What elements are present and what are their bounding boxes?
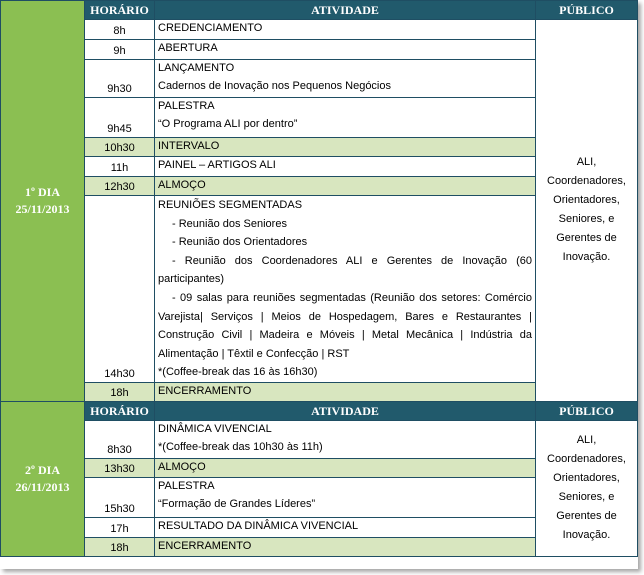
activity-line: ALMOÇO [158, 179, 206, 191]
day1-date: 25/11/2013 [15, 201, 70, 216]
publico-line: Inovação. [562, 251, 611, 264]
activity-line: DINÂMICA VIVENCIAL [158, 422, 272, 435]
day1-publico [536, 20, 638, 402]
row-activity [155, 157, 536, 177]
activity-line: PALESTRA [158, 479, 215, 492]
header-horario: HORÁRIO [85, 401, 155, 420]
activity-line: - Reunião dos Orientadores [172, 236, 308, 249]
day2-label-cell [1, 401, 85, 556]
publico-line: Inovação. [562, 529, 611, 542]
row-activity [155, 196, 536, 383]
activity-line: CREDENCIAMENTO [158, 22, 263, 34]
header-horario: HORÁRIO [85, 1, 155, 20]
activity-line: PALESTRA [158, 100, 215, 112]
activity-line: *(Coffee-break das 16 às 16h30) [158, 366, 318, 379]
activity-line: Cadernos de Inovação nos Pequenos Negócios [158, 80, 391, 92]
activity-line: - 09 salas para reuniões segmentadas (Reunião dos setores: Comércio Varejista| Serviços | Meios de Hospedagem, Bares e Restaurantes | Construção Civil | Madeira e Móveis | Metal Mecânica | Indústria da Alimentação | Têxtil e Confecção | RST [158, 291, 532, 360]
activity-line: - Reunião dos Coordenadores ALI e Gerentes de Inovação (60 participantes) [158, 254, 532, 286]
header-publico: PÚBLICO [536, 1, 638, 20]
row-activity [155, 537, 536, 556]
table-row [1, 420, 638, 458]
row-time: 10h30 [85, 138, 155, 157]
activity-line: ENCERRAMENTO [158, 539, 252, 552]
row-activity [155, 20, 536, 40]
row-time: 9h45 [85, 98, 155, 138]
publico-line: Coordenadores, [547, 453, 626, 466]
day1-label: 1º DIA [25, 184, 60, 199]
row-time: 11h [85, 157, 155, 177]
row-activity [155, 382, 536, 401]
row-time: 8h30 [85, 420, 155, 458]
row-activity [155, 458, 536, 477]
row-activity [155, 420, 536, 458]
activity-line: REUNIÕES SEGMENTADAS [158, 199, 303, 211]
table-row [1, 20, 638, 40]
header-atividade: ATIVIDADE [155, 401, 536, 420]
activity-line: ALMOÇO [158, 460, 206, 473]
publico-line: Seniores, e [558, 213, 615, 226]
publico-line: ALI, [576, 156, 597, 169]
row-time: 12h30 [85, 177, 155, 196]
row-time: 18h [85, 382, 155, 401]
activity-line: “O Programa ALI por dentro” [158, 118, 298, 130]
publico-line: Seniores, e [558, 491, 615, 504]
activity-line: LANÇAMENTO [158, 62, 235, 74]
row-time: 9h30 [85, 60, 155, 98]
row-activity [155, 517, 536, 537]
publico-line: ALI, [576, 434, 597, 447]
activity-line: ABERTURA [158, 42, 218, 54]
activity-line: “Formação de Grandes Líderes” [158, 497, 316, 510]
row-activity [155, 138, 536, 157]
row-activity [155, 60, 536, 98]
row-time: 8h [85, 20, 155, 40]
publico-line: Coordenadores, [547, 175, 626, 188]
activity-line: INTERVALO [158, 140, 220, 152]
activity-line: ENCERRAMENTO [158, 384, 252, 397]
activity-line: RESULTADO DA DINÂMICA VIVENCIAL [158, 519, 359, 532]
activity-line: PAINEL – ARTIGOS ALI [158, 159, 276, 171]
activity-line: - Reunião dos Seniores [172, 217, 287, 230]
row-time: 14h30 [85, 196, 155, 383]
day1-label-cell [1, 1, 85, 402]
row-time: 9h [85, 40, 155, 60]
activity-line: *(Coffee-break das 10h30 às 11h) [158, 440, 323, 453]
row-activity [155, 98, 536, 138]
day2-date: 26/11/2013 [15, 479, 70, 494]
publico-line: Orientadores, [553, 194, 620, 207]
header-publico: PÚBLICO [536, 401, 638, 420]
row-activity [155, 477, 536, 517]
publico-line: Gerentes de [556, 510, 617, 523]
row-time: 13h30 [85, 458, 155, 477]
day2-publico [536, 420, 638, 556]
publico-line: Orientadores, [553, 472, 620, 485]
day2-label: 2º DIA [25, 462, 60, 477]
row-time: 15h30 [85, 477, 155, 517]
publico-line: Gerentes de [556, 232, 617, 245]
row-activity [155, 177, 536, 196]
row-activity [155, 40, 536, 60]
row-time: 18h [85, 537, 155, 556]
header-atividade: ATIVIDADE [155, 1, 536, 20]
row-time: 17h [85, 517, 155, 537]
